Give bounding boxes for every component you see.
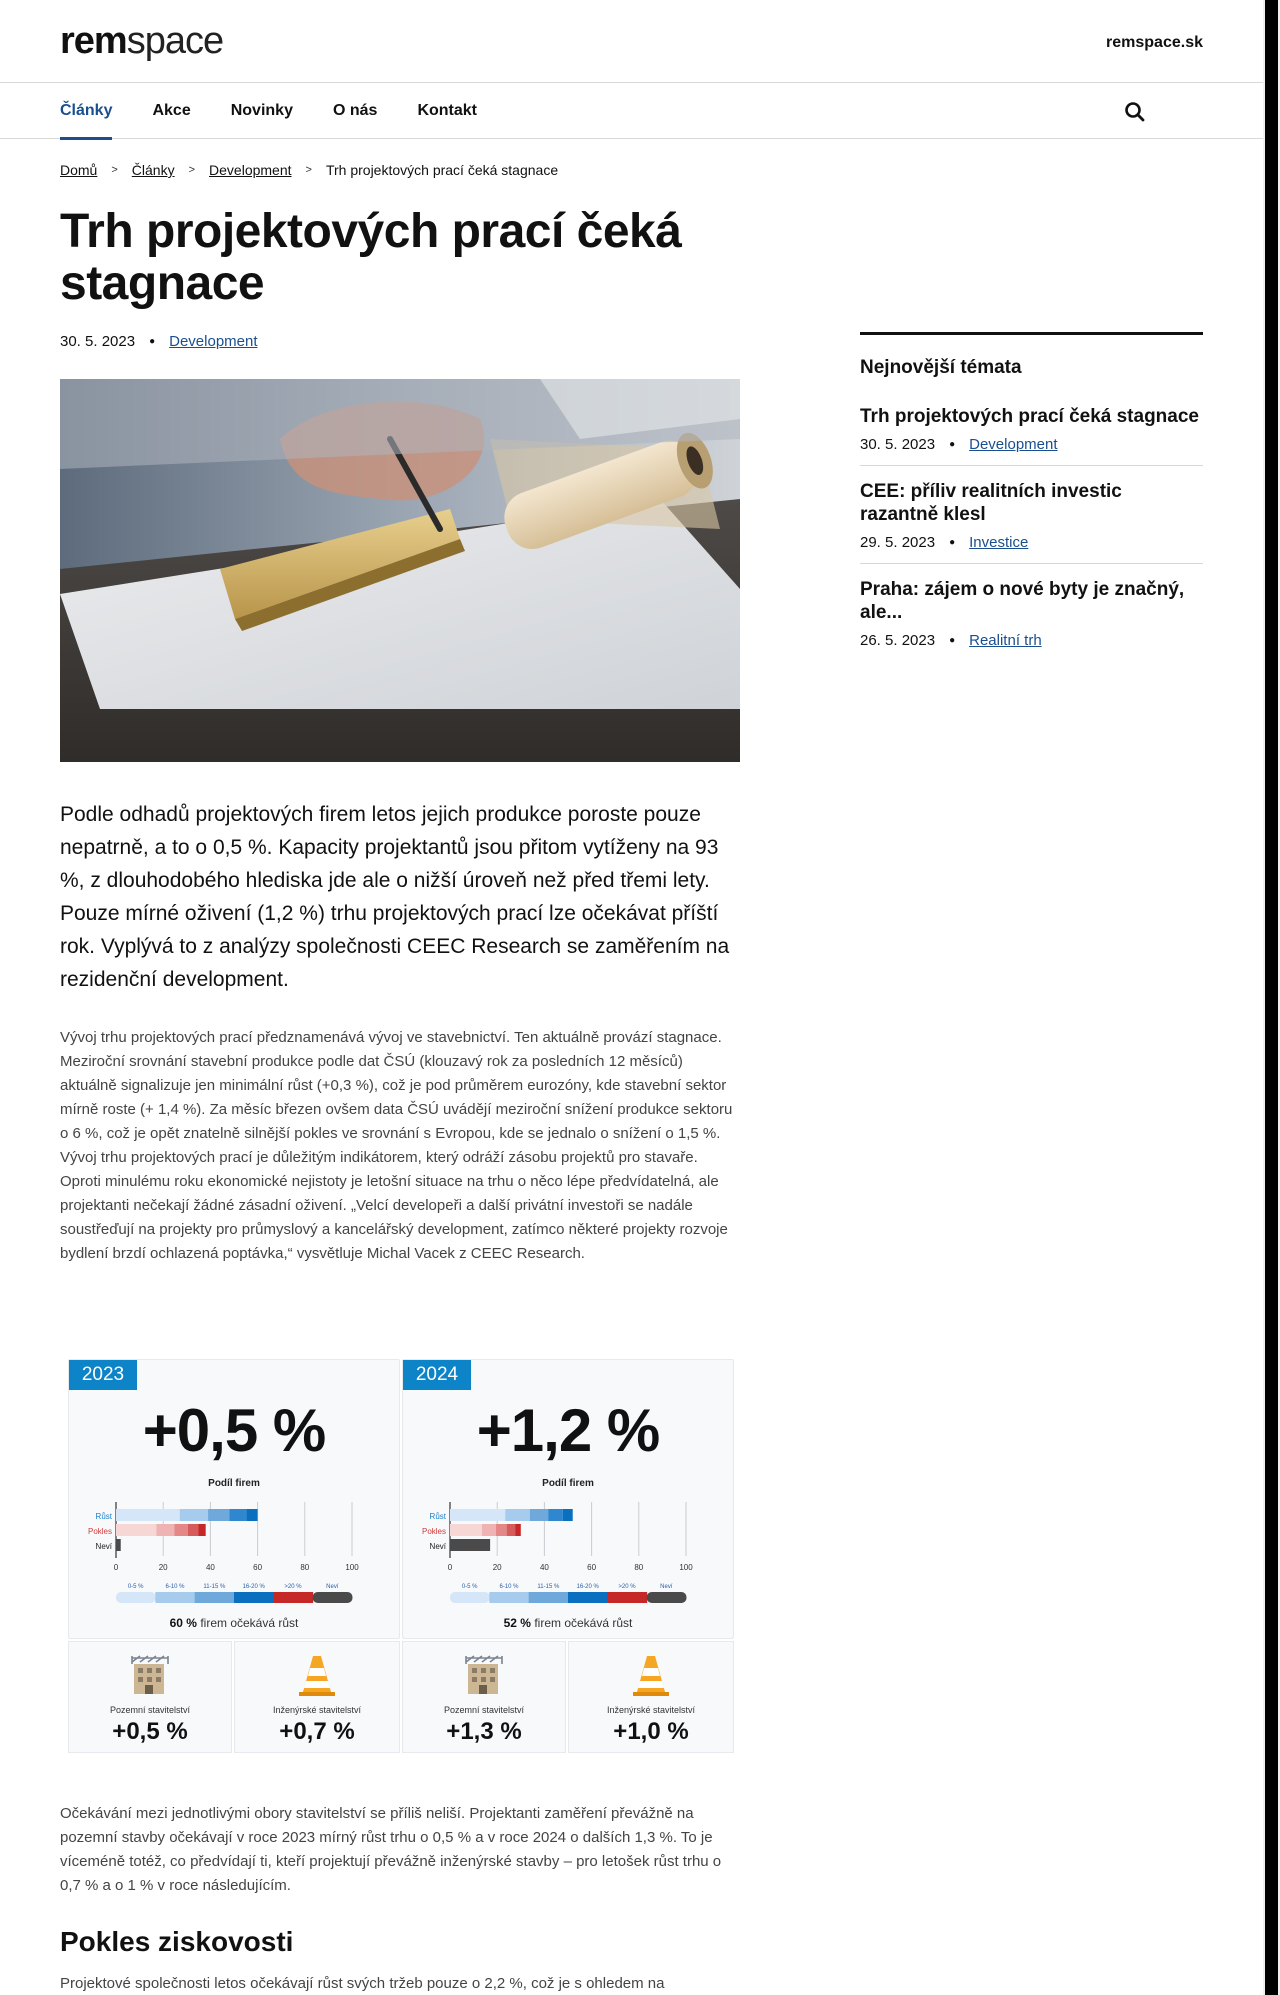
legend-label: 16-20 % [242,1584,265,1590]
legend-label: 6-10 % [499,1584,519,1590]
sidebar-item-title[interactable]: Trh projektových prací čeká stagnace [860,406,1199,427]
footnote-value: 52 % [503,1616,531,1630]
traffic-cone-icon [629,1652,673,1698]
sector-value: +0,7 % [279,1718,355,1745]
chart-tick-label: 100 [345,1563,359,1572]
legend-label: Neví [660,1584,673,1590]
legend-label: 11-15 % [537,1584,560,1590]
breadcrumb-current: Trh projektových prací čeká stagnace [325,162,559,178]
nav-item-clanky[interactable]: Články [60,83,112,139]
legend-swatch [195,1592,235,1603]
sidebar-item-category[interactable]: Development [969,436,1058,453]
sector-card-pozemni-2024 [402,1641,566,1753]
meta-dot: ● [149,336,156,347]
legend-swatch [234,1592,274,1603]
chart-category-label: Neví [95,1542,112,1551]
breadcrumb-category[interactable]: Development [209,162,292,178]
article-paragraph: Projektové společnosti letos očekávají růst svých tržeb pouze o 2,2 %, což je s ohledem na [60,1975,665,1992]
chart-bar-segment [548,1509,563,1521]
legend-label: >20 % [618,1584,636,1590]
chart-tick-label: 60 [253,1563,263,1572]
breadcrumb-home[interactable]: Domů [60,162,98,178]
article-paragraph: Vývoj trhu projektových prací předznamenává vývoj ve stavebnictví. Ten aktuálně provází stagnace. Meziroční srovnání stavební produkce podle dat ČSÚ (klouzavý rok za posledních 12 měsíců) aktuálně signalizuje jen minimální růst (+0,3 %), což je pod průměrem eurozóny, kde stavební sektor mírně roste (+ 1,4 %). Za měsíc březen ovšem data ČSÚ uvádějí meziroční snížení produkce sektoru o 6 %, což je opět znatelně silnější pokles ve srovnání s Evropou, kde se jednalo o snížení o 1,5 %. [60,1029,733,1142]
legend-label: 6-10 % [165,1584,185,1590]
chart-category-label: Neví [429,1542,446,1551]
article-category-link[interactable]: Development [169,333,258,350]
sidebar-item-meta [860,632,1203,649]
chart-bar-segment [116,1524,156,1536]
sidebar-item-category[interactable]: Investice [969,534,1029,551]
chart-tick-label: 40 [539,1563,549,1572]
section-heading: Pokles ziskovosti [60,1926,294,1957]
sector-card-inzenyrske-2023 [234,1641,400,1753]
sidebar-heading: Nejnovější témata [860,357,1022,378]
legend-label: >20 % [284,1584,302,1590]
chart-bar-segment [188,1524,199,1536]
article-meta [60,333,258,350]
sidebar-item-date: 29. 5. 2023 [860,534,936,551]
legend-swatch [155,1592,195,1603]
site-header [0,0,1263,83]
meta-dot: ● [949,537,956,548]
sector-card-inzenyrske-2024 [568,1641,734,1753]
nav-item-akce[interactable]: Akce [152,102,191,119]
chart-footnote [69,1616,399,1630]
legend-swatch [489,1592,529,1603]
chart-bar-segment [507,1524,515,1536]
site-domain-link[interactable]: remspace.sk [1106,34,1203,51]
article-lead: Podle odhadů projektových firem letos jejich produkce poroste pouze nepatrně, a to o 0,5 %. Kapacity projektantů jsou přitom vytíženy na 93 %, z dlouhodobého hlediska jde ale o nižší úroveň než před třemi lety. Pouze mírné oživení (1,2 %) trhu projektových prací lze očekávat příští rok. Vyplývá to z analýzy společnosti CEEC Research se zaměřením na rezidenční development. [60,803,730,991]
chart-category-label: Růst [95,1512,112,1521]
chart-bar-segment [156,1524,174,1536]
chart-bar-segment [482,1524,496,1536]
sidebar-item-date: 30. 5. 2023 [860,436,936,453]
chart-footnote [403,1616,733,1630]
year-badge: 2023 [69,1360,137,1390]
nav-item-kontakt[interactable]: Kontakt [417,102,477,119]
legend-label: 16-20 % [576,1584,599,1590]
sidebar-item-category[interactable]: Realitní trh [969,632,1042,649]
chart-bar-segment [229,1509,246,1521]
chart-tick-label: 20 [492,1563,502,1572]
legend-label: Neví [326,1584,339,1590]
chart-tick-label: 80 [300,1563,310,1572]
nav-item-o-nas[interactable]: O nás [332,102,378,119]
bar-chart-2023 [69,1360,401,1640]
breadcrumb-separator: > [111,164,118,176]
chart-category-label: Pokles [421,1527,446,1536]
sector-value: +1,0 % [613,1718,689,1745]
footnote-text: firem očekává růst [200,1616,299,1630]
article-paragraph: Očekávání mezi jednotlivými obory stavitelství se příliš neliší. Projektanti zaměření převážně na pozemní stavby očekávají v roce 2023 mírný růst trhu o 0,5 % a v roce 2024 o dalších 1,3 %. To je víceméně totéž, co předvídají ti, kteří projektují převážně inženýrské stavby – pro letošek růst trhu o 0,7 % a o 1 % v roce následujícím. [60,1805,722,1894]
chart-bar-segment [505,1509,530,1521]
bar-chart-2024 [403,1360,735,1640]
chart-tick-label: 0 [447,1563,453,1572]
forecast-card-2023 [68,1359,400,1639]
hero-image [60,379,740,762]
forecast-card-2024 [402,1359,734,1639]
legend-swatch [647,1592,687,1603]
article-date: 30. 5. 2023 [60,333,136,350]
legend-swatch [450,1592,490,1603]
chart-bar-segment [246,1509,257,1521]
logo-bold-part: rem [60,20,127,62]
chart-bar [116,1539,121,1551]
year-badge: 2024 [403,1360,471,1390]
chart-bar-segment [208,1509,229,1521]
legend-label: 0-5 % [127,1584,144,1590]
breadcrumb [60,162,558,178]
page-title: Trh projektových prací čeká stagnace [60,205,682,310]
chart-bar-segment [450,1509,505,1521]
site-logo[interactable] [60,22,223,60]
scrollbar-thumb[interactable] [1265,0,1278,1995]
headline-value: +1,2 % [476,1397,660,1464]
legend-swatch [116,1592,156,1603]
chart-bar-segment [180,1509,208,1521]
sector-value: +0,5 % [112,1718,188,1745]
infographic [60,1351,740,1758]
footnote-value: 60 % [169,1616,197,1630]
chart-subtitle: Podíl firem [542,1478,594,1489]
sidebar-item-title[interactable]: Praha: zájem o nové byty je značný, ale... [860,579,1185,623]
chart-bar-segment [450,1524,482,1536]
legend-swatch [607,1592,647,1603]
sidebar-item-title[interactable]: CEE: příliv realitních investic razantně klesl [860,481,1122,525]
legend-swatch [529,1592,569,1603]
chart-tick-label: 0 [113,1563,119,1572]
article-paragraph: Vývoj trhu projektových prací je důležitým indikátorem, který odráží zásobu projektů pro stavaře. Oproti minulému roku ekonomické nejistoty je letošní situace na trhu o něco lépe předvídatelná, ale projektanti nečekají žádné zásadní oživení. „Velcí developeři a další privátní investoři se nadále soustřeďují na projekty pro průmyslový a kancelářský development, zatímco některé projekty rozvoje bydlení brzdí ochlazená poptávka,“ vysvětluje Michal Vacek z CEEC Research. [60,1149,728,1262]
sector-label: Pozemní stavitelství [109,1705,191,1715]
breadcrumb-articles[interactable]: Články [131,162,175,178]
legend-label: 0-5 % [461,1584,478,1590]
sector-label: Pozemní stavitelství [443,1705,525,1715]
chart-bar-segment [530,1509,548,1521]
sector-label: Inženýrské stavitelství [272,1705,362,1715]
logo-light-part: space [126,20,224,62]
chart-bar-segment [563,1509,573,1521]
building-icon [462,1652,506,1698]
chart-bar-segment [515,1524,521,1536]
sidebar-latest-topics [860,332,1203,675]
legend-swatch [273,1592,313,1603]
sector-card-pozemni-2023 [68,1641,232,1753]
meta-dot: ● [949,439,956,450]
chart-tick-label: 80 [634,1563,644,1572]
sidebar-item [860,480,1203,564]
chart-bar-segment [199,1524,206,1536]
legend-swatch [313,1592,353,1603]
chart-tick-label: 40 [205,1563,215,1572]
chart-bar [450,1539,490,1551]
nav-item-novinky[interactable]: Novinky [230,102,293,119]
chart-bar-segment [496,1524,507,1536]
sidebar-item [860,578,1203,661]
scrollbar-track[interactable] [1263,0,1280,1995]
building-icon [128,1652,172,1698]
article-body-1 [60,1026,740,1266]
breadcrumb-separator: > [188,164,196,176]
main-nav [0,83,1263,139]
chart-category-label: Růst [429,1512,446,1521]
chart-bar-segment [116,1509,180,1521]
footnote-text: firem očekává růst [534,1616,633,1630]
nav-items [60,83,517,139]
sidebar-item-meta [860,436,1203,453]
sidebar-divider [860,332,1203,335]
traffic-cone-icon [295,1652,339,1698]
meta-dot: ● [949,635,956,646]
chart-bar-segment [174,1524,187,1536]
sector-value: +1,3 % [446,1718,522,1745]
chart-category-label: Pokles [87,1527,112,1536]
sector-label: Inženýrské stavitelství [606,1705,696,1715]
chart-subtitle: Podíl firem [208,1478,260,1489]
chart-tick-label: 20 [158,1563,168,1572]
search-icon[interactable] [1124,101,1146,123]
chart-tick-label: 100 [679,1563,693,1572]
breadcrumb-separator: > [305,164,312,176]
sidebar-item-meta [860,534,1203,551]
headline-value: +0,5 % [142,1397,326,1464]
chart-tick-label: 60 [587,1563,597,1572]
legend-label: 11-15 % [203,1584,226,1590]
sidebar-item [860,405,1203,466]
legend-swatch [568,1592,608,1603]
sidebar-item-date: 26. 5. 2023 [860,632,936,649]
